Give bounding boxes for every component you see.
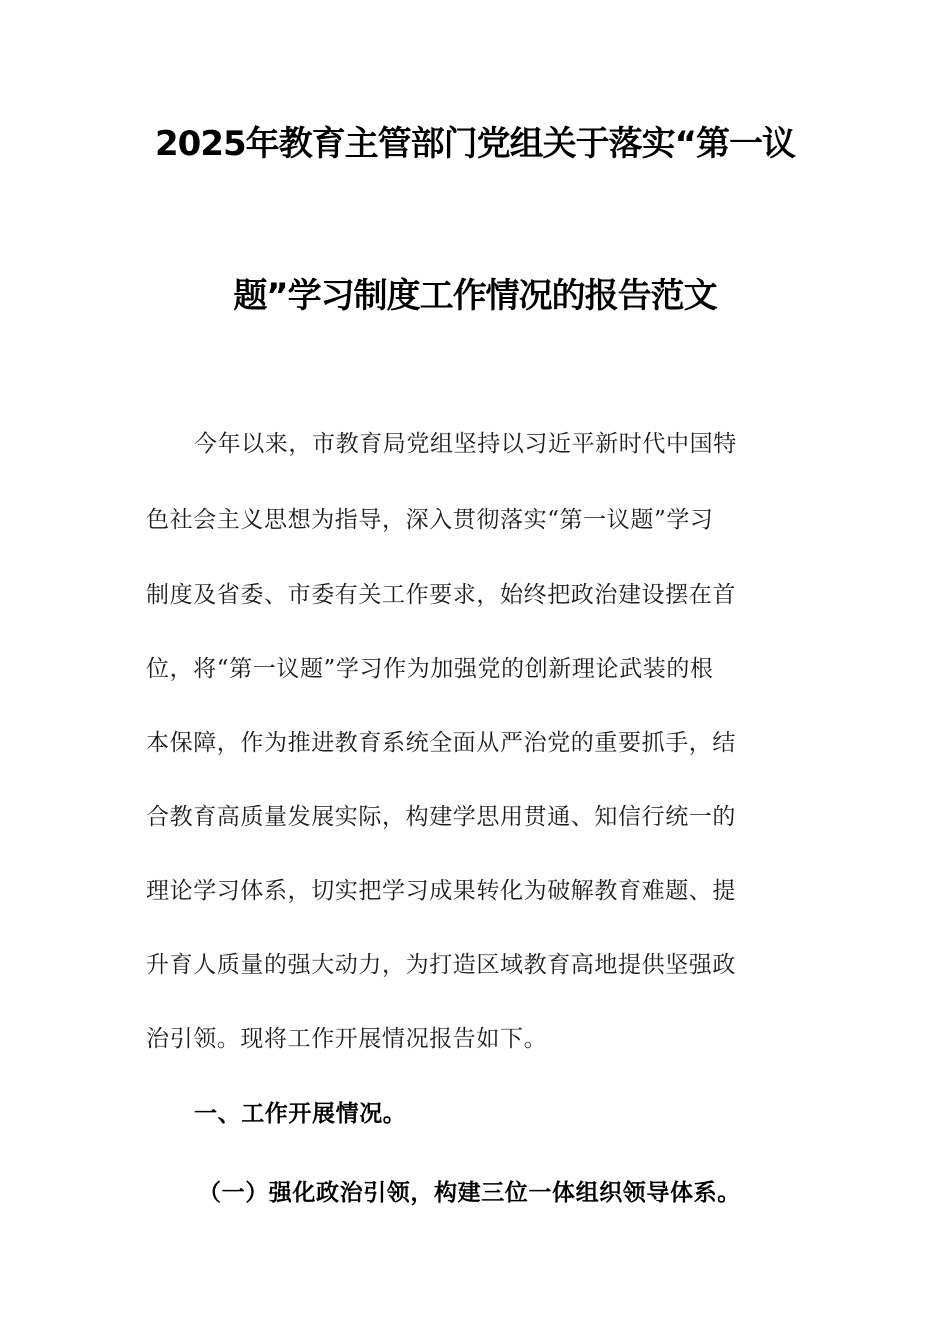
section-heading: 一、工作开展情况。 xyxy=(194,1100,407,1127)
paragraph-line: 升育人质量的强大动力，为打造区域教育高地提供坚强政 xyxy=(146,952,736,978)
paragraph-line: 位，将“第一议题”学习作为加强党的创新理论武装的根 xyxy=(146,656,714,682)
paragraph-line: 合教育高质量发展实际，构建学思用贯通、知信行统一的 xyxy=(146,804,736,830)
document-title-line-1: 2025年教育主管部门党组关于落实“第一议 xyxy=(155,124,795,164)
subsection-heading: （一）强化政治引领，构建三位一体组织领导体系。 xyxy=(198,1179,741,1206)
paragraph-line: 治引领。现将工作开展情况报告如下。 xyxy=(146,1026,548,1052)
paragraph-line: 理论学习体系，切实把学习成果转化为破解教育难题、提 xyxy=(146,878,736,904)
paragraph-line: 色社会主义思想为指导，深入贯彻落实“第一议题”学习 xyxy=(146,507,714,533)
document-title-line-2: 题”学习制度工作情况的报告范文 xyxy=(233,276,717,316)
paragraph-line: 本保障，作为推进教育系统全面从严治党的重要抓手，结 xyxy=(146,730,736,756)
paragraph-line: 制度及省委、市委有关工作要求，始终把政治建设摆在首 xyxy=(146,582,736,608)
paragraph-line: 今年以来，市教育局党组坚持以习近平新时代中国特 xyxy=(194,431,737,457)
